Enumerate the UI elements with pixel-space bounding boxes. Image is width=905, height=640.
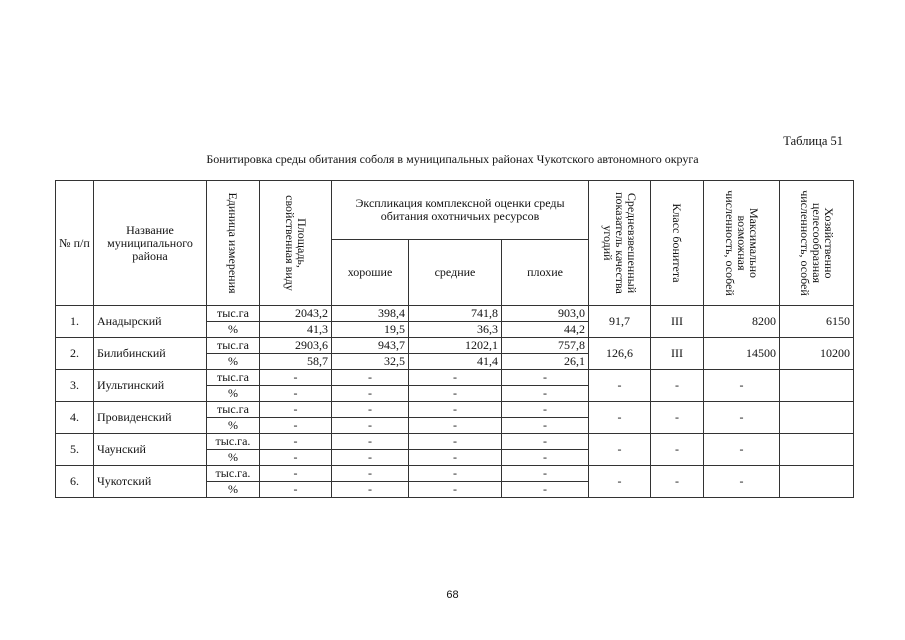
header-row — [56, 181, 854, 240]
medium-cell: - — [409, 370, 502, 386]
area-cell: 2043,2 — [260, 306, 332, 322]
area-cell: 2903,6 — [260, 338, 332, 354]
header-econ-cell — [780, 181, 854, 306]
bad-cell: - — [502, 418, 589, 434]
unit-cell: % — [207, 418, 260, 434]
medium-cell: - — [409, 466, 502, 482]
district-name: Провиденский — [94, 402, 207, 434]
bad-cell: - — [502, 370, 589, 386]
table-row — [56, 338, 854, 354]
medium-cell: - — [409, 402, 502, 418]
medium-cell: - — [409, 434, 502, 450]
max-count-cell: - — [704, 402, 780, 434]
good-cell: - — [332, 482, 409, 498]
area-cell: - — [260, 370, 332, 386]
table-row — [56, 402, 854, 418]
unit-cell: % — [207, 482, 260, 498]
area-cell: - — [260, 386, 332, 402]
max-count-cell: 14500 — [704, 338, 780, 370]
unit-cell: тыс.га — [207, 402, 260, 418]
econ-count-cell — [780, 402, 854, 434]
bad-cell: - — [502, 386, 589, 402]
header-num: № п/п — [56, 181, 94, 306]
header-max-cell — [704, 181, 780, 306]
header-district: Название муниципального района — [94, 181, 207, 306]
bad-cell: - — [502, 434, 589, 450]
good-cell: - — [332, 370, 409, 386]
header-medium: средние — [409, 240, 502, 306]
good-cell: - — [332, 466, 409, 482]
econ-count-cell: 10200 — [780, 338, 854, 370]
weighted-cell: 126,6 — [589, 338, 651, 370]
unit-cell: тыс.га — [207, 370, 260, 386]
area-cell: - — [260, 466, 332, 482]
table-number: Таблица 51 — [783, 134, 843, 148]
unit-cell: % — [207, 386, 260, 402]
area-cell: - — [260, 450, 332, 466]
table-row — [56, 306, 854, 322]
header-good: хорошие — [332, 240, 409, 306]
header-weighted: Средневзвешенный показатель качества угодий — [600, 192, 639, 294]
table-caption: Бонитировка среды обитания соболя в муниципальных районах Чукотского автономного округа — [206, 152, 699, 166]
weighted-cell: 91,7 — [589, 306, 651, 338]
area-cell: 58,7 — [260, 354, 332, 370]
medium-cell: 1202,1 — [409, 338, 502, 354]
good-cell: - — [332, 386, 409, 402]
area-cell: - — [260, 482, 332, 498]
bad-cell: - — [502, 482, 589, 498]
header-bad: плохие — [502, 240, 589, 306]
good-cell: 943,7 — [332, 338, 409, 354]
medium-cell: - — [409, 386, 502, 402]
header-weighted-cell — [589, 181, 651, 306]
table-row — [56, 370, 854, 386]
area-cell: - — [260, 434, 332, 450]
row-number: 6. — [56, 466, 94, 498]
class-cell: - — [651, 466, 704, 498]
good-cell: - — [332, 434, 409, 450]
econ-count-cell: 6150 — [780, 306, 854, 338]
econ-count-cell — [780, 370, 854, 402]
district-name: Чукотский — [94, 466, 207, 498]
table-row — [56, 466, 854, 482]
unit-cell: тыс.га. — [207, 434, 260, 450]
medium-cell: 36,3 — [409, 322, 502, 338]
row-number: 1. — [56, 306, 94, 338]
unit-cell: тыс.га — [207, 306, 260, 322]
row-number: 3. — [56, 370, 94, 402]
unit-cell: % — [207, 322, 260, 338]
row-number: 5. — [56, 434, 94, 466]
good-cell: - — [332, 402, 409, 418]
max-count-cell: - — [704, 370, 780, 402]
class-cell: - — [651, 402, 704, 434]
bad-cell: 26,1 — [502, 354, 589, 370]
table-body — [56, 306, 854, 498]
class-cell: III — [651, 306, 704, 338]
header-unit: Единица измерения — [226, 192, 240, 294]
bad-cell: 757,8 — [502, 338, 589, 354]
header-class: Класс бонитета — [670, 203, 685, 283]
area-cell: 41,3 — [260, 322, 332, 338]
bonitet-table — [55, 180, 854, 498]
bad-cell: - — [502, 466, 589, 482]
area-cell: - — [260, 418, 332, 434]
unit-cell: % — [207, 354, 260, 370]
header-area-cell — [260, 181, 332, 306]
unit-cell: % — [207, 450, 260, 466]
econ-count-cell — [780, 466, 854, 498]
unit-cell: тыс.га — [207, 338, 260, 354]
bad-cell: - — [502, 402, 589, 418]
class-cell: III — [651, 338, 704, 370]
area-cell: - — [260, 402, 332, 418]
weighted-cell: - — [589, 434, 651, 466]
bad-cell: 44,2 — [502, 322, 589, 338]
page-number: 68 — [446, 589, 459, 601]
class-cell: - — [651, 434, 704, 466]
max-count-cell: - — [704, 466, 780, 498]
table-row — [56, 434, 854, 450]
class-cell: - — [651, 370, 704, 402]
header-class-cell — [651, 181, 704, 306]
good-cell: 32,5 — [332, 354, 409, 370]
header-econ: Хозяйственно целесообразная численность, особей — [797, 190, 836, 296]
row-number: 2. — [56, 338, 94, 370]
good-cell: 398,4 — [332, 306, 409, 322]
district-name: Иультинский — [94, 370, 207, 402]
unit-cell: тыс.га. — [207, 466, 260, 482]
header-explication: Экспликация комплексной оценки среды обитания охотничьих ресурсов — [332, 181, 589, 240]
good-cell: - — [332, 418, 409, 434]
good-cell: - — [332, 450, 409, 466]
header-area: Площадь, свойственная виду — [282, 195, 309, 291]
header-max: Максимально возможная численность, особей — [722, 190, 761, 296]
bad-cell: - — [502, 450, 589, 466]
row-number: 4. — [56, 402, 94, 434]
good-cell: 19,5 — [332, 322, 409, 338]
max-count-cell: 8200 — [704, 306, 780, 338]
max-count-cell: - — [704, 434, 780, 466]
medium-cell: - — [409, 418, 502, 434]
district-name: Чаунский — [94, 434, 207, 466]
district-name: Анадырский — [94, 306, 207, 338]
weighted-cell: - — [589, 402, 651, 434]
weighted-cell: - — [589, 466, 651, 498]
header-unit-cell — [207, 181, 260, 306]
weighted-cell: - — [589, 370, 651, 402]
medium-cell: 41,4 — [409, 354, 502, 370]
medium-cell: - — [409, 450, 502, 466]
district-name: Билибинский — [94, 338, 207, 370]
bad-cell: 903,0 — [502, 306, 589, 322]
medium-cell: 741,8 — [409, 306, 502, 322]
medium-cell: - — [409, 482, 502, 498]
econ-count-cell — [780, 434, 854, 466]
